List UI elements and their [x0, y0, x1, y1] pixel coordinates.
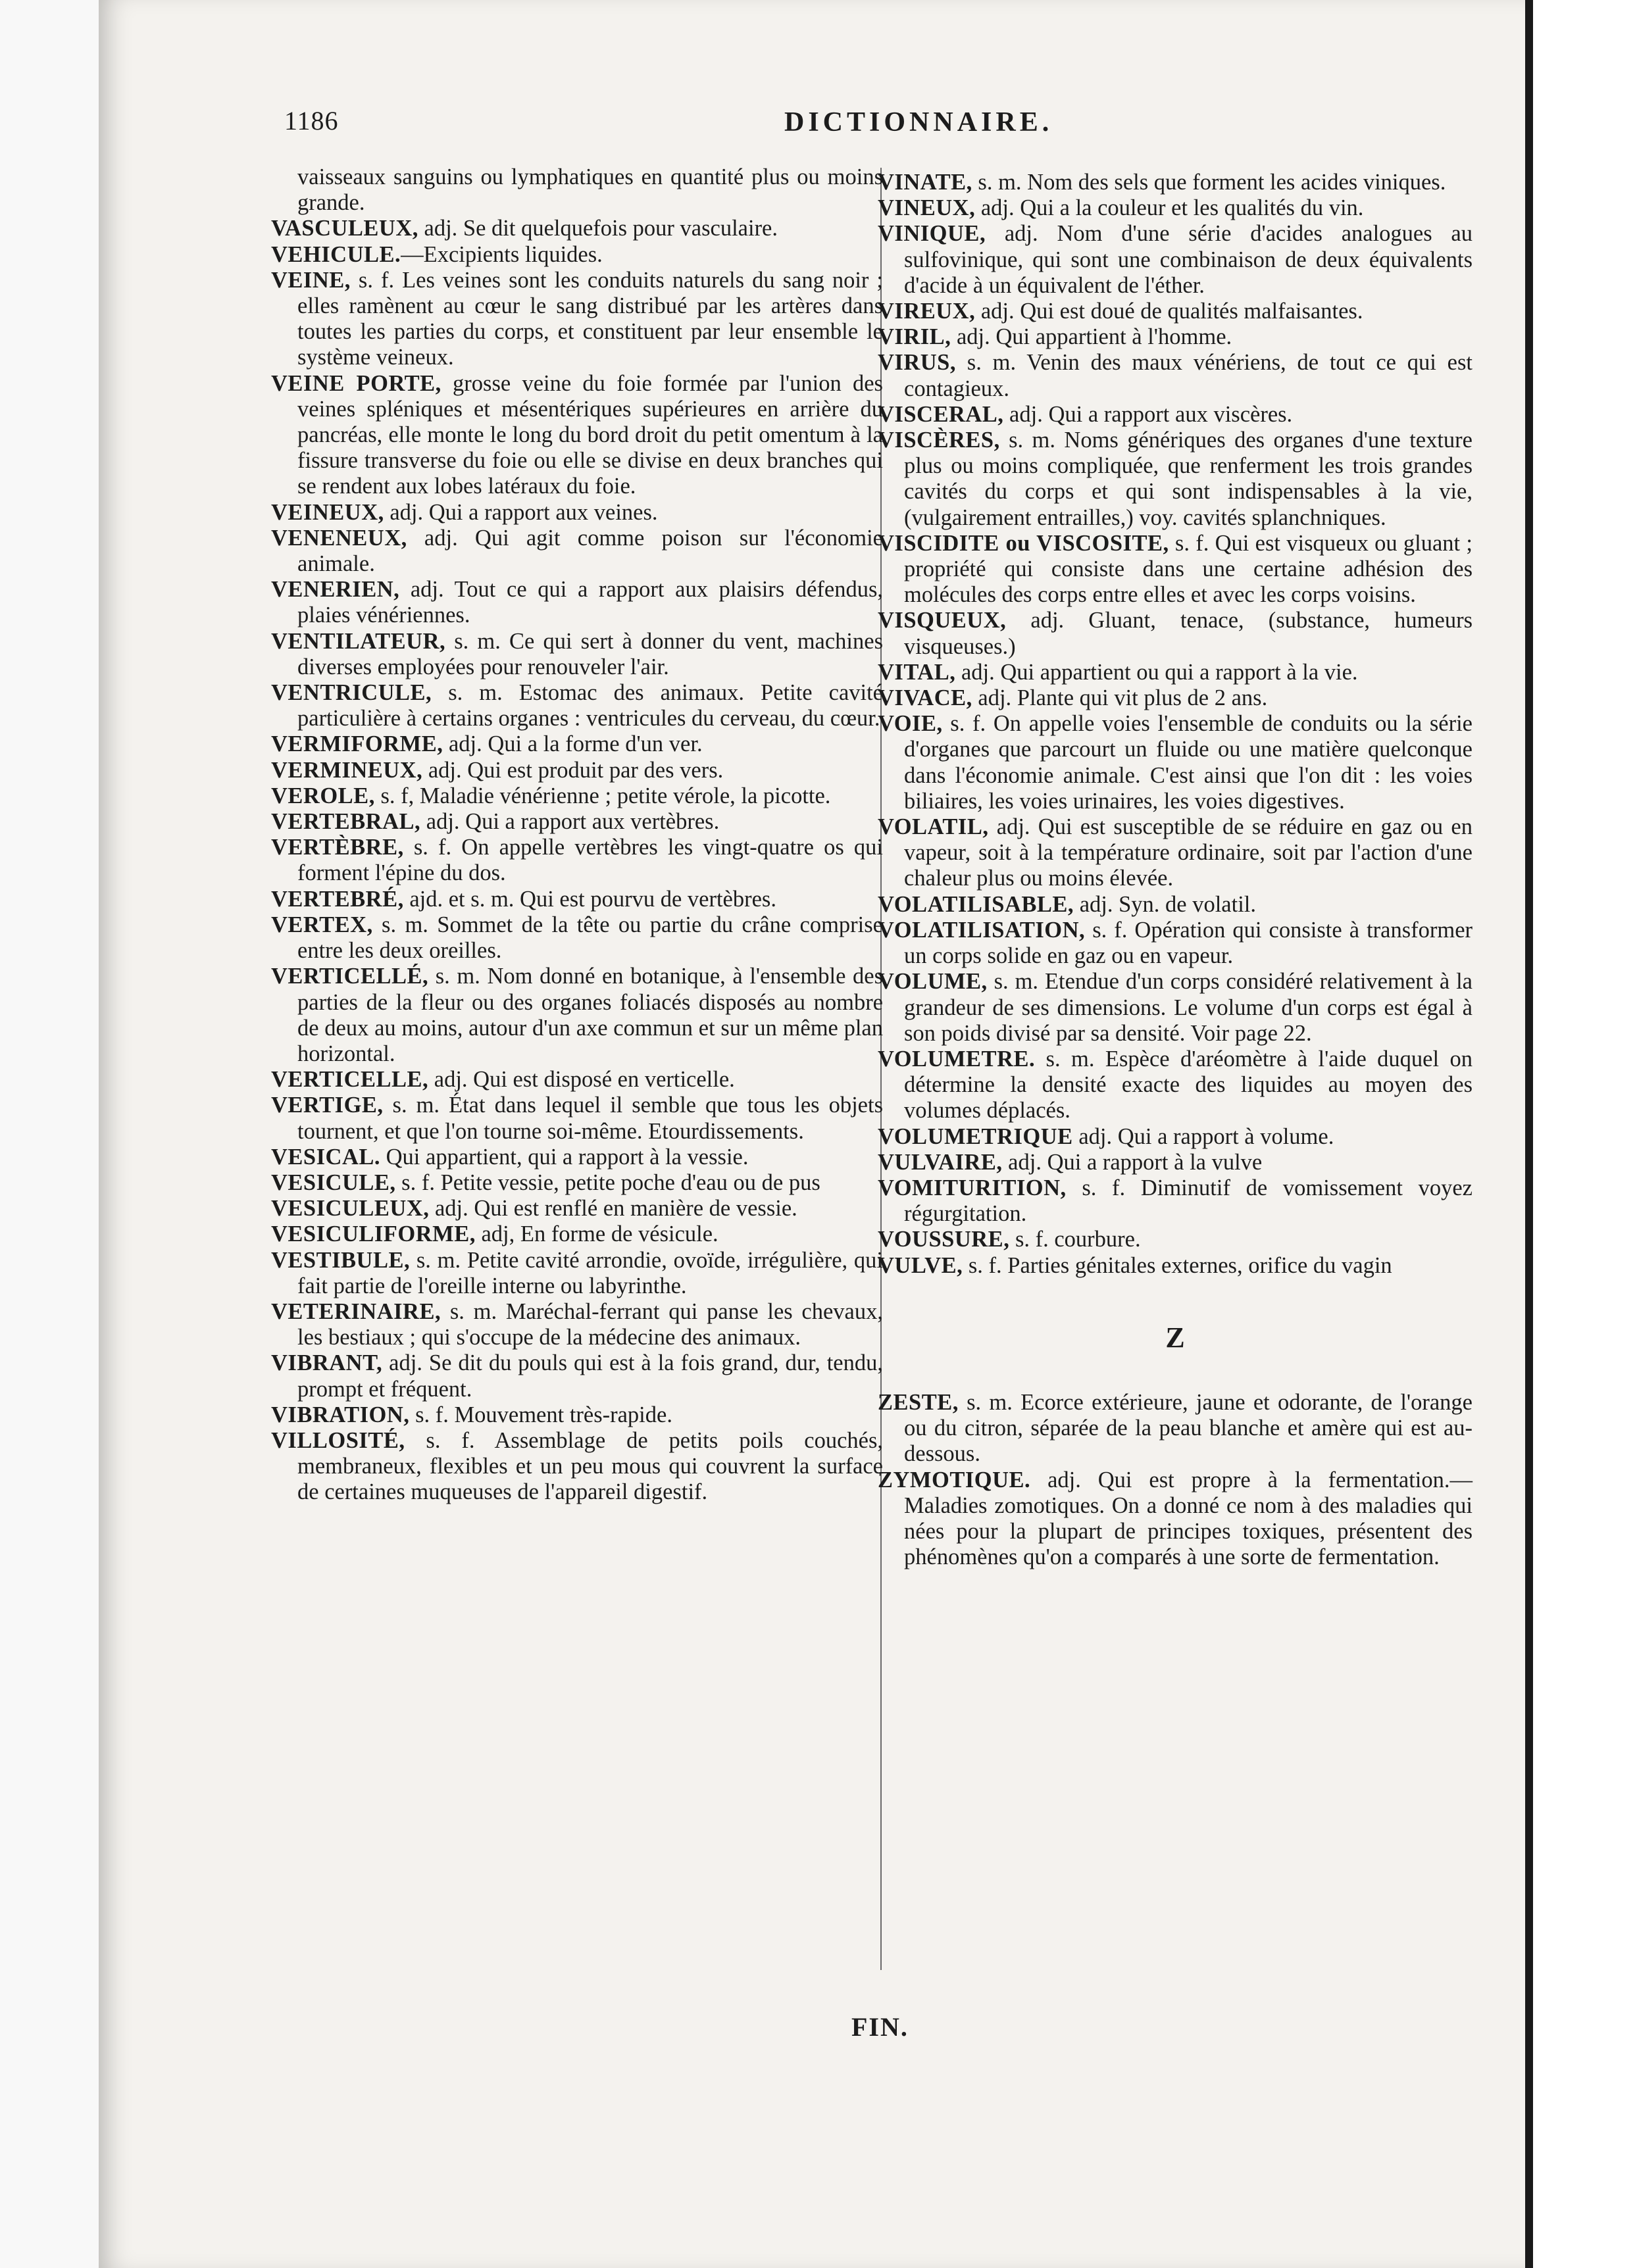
entry-definition: s. f. courbure. — [1009, 1227, 1141, 1252]
page-edge-shadow — [1525, 0, 1533, 2268]
entry-definition: s. m. Venin des maux vénériens, de tout ce qui est contagieux. — [904, 350, 1473, 401]
entry-headword: VERTICELLE, — [271, 1067, 429, 1093]
entry-definition: —Excipients liquides. — [401, 241, 603, 267]
entry-headword: VINEUX, — [878, 195, 976, 221]
entry-headword: VESTIBULE, — [271, 1247, 411, 1273]
entry-headword: VERMINEUX, — [271, 757, 423, 783]
entry-headword: VENTRICULE, — [271, 680, 432, 706]
entry-headword: VESICULEUX, — [271, 1196, 430, 1221]
entry-headword: VISCÈRES, — [878, 428, 1000, 453]
dictionary-entry — [271, 1093, 883, 1144]
entry-headword: VESICULE, — [271, 1170, 396, 1195]
dictionary-entry — [878, 221, 1473, 299]
entry-definition: adj. Tout ce qui a rapport aux plaisirs défendus, plaies vénériennes. — [297, 577, 883, 628]
entry-definition: adj. Qui est doué de qualités malfaisantes. — [975, 299, 1363, 324]
entry-headword: VILLOSITÉ, — [271, 1427, 405, 1453]
entry-headword: VEINEUX, — [271, 499, 384, 525]
entry-headword: VOLATILISATION, — [878, 917, 1086, 943]
entry-definition: s. f. Mouvement très-rapide. — [409, 1402, 672, 1427]
entry-definition: adj. Nom d'une série d'acides analogues au sulfovinique, qui sont une combinaison de deux équivalents d'acide à un équivalent de l'éther. — [904, 221, 1473, 298]
dictionary-entry — [271, 1145, 883, 1170]
entry-definition: s. m. Ecorce extérieure, jaune et odorante, de l'orange ou du citron, séparée de la peau blanche et amère qui est au-dessous. — [904, 1389, 1473, 1467]
entry-definition: Qui appartient, qui a rapport à la vessie. — [380, 1144, 749, 1170]
entry-headword: VOLUMETRE. — [878, 1046, 1036, 1072]
dictionary-entry — [878, 969, 1473, 1047]
dictionary-entry — [878, 324, 1473, 350]
entry-headword: VULVAIRE, — [878, 1149, 1003, 1175]
entry-definition: adj. Qui appartient ou qui a rapport à la vie. — [955, 659, 1358, 685]
left-column — [271, 164, 883, 1506]
entry-headword: VERTEBRÉ, — [271, 886, 404, 912]
entry-headword: VIREUX, — [878, 299, 976, 324]
dictionary-entry — [271, 783, 883, 809]
dictionary-entry — [878, 1467, 1473, 1571]
section-letter-z: Z — [1165, 1321, 1185, 1354]
entry-definition: adj. Qui a rapport aux veines. — [384, 499, 658, 525]
entry-definition: adj. Qui est renflé en manière de vessie. — [429, 1196, 797, 1221]
dictionary-entry — [878, 531, 1473, 608]
entry-headword: VOUSSURE, — [878, 1227, 1010, 1252]
entry-headword: VETERINAIRE, — [271, 1298, 441, 1324]
entry-headword: VERTIGE, — [271, 1093, 384, 1118]
running-head: DICTIONNAIRE. — [784, 107, 1053, 137]
entry-definition: adj. Qui est propre à la fermentation.—Maladies zomotiques. On a donné ce nom à des maladies qui nées pour la plupart de principes toxiques, présentent des phénomènes qu'on a comparés à une sorte de fermentation. — [904, 1467, 1473, 1570]
dictionary-entry — [271, 1067, 883, 1093]
entry-definition: adj, En forme de vésicule. — [475, 1221, 718, 1247]
entry-headword: VIBRATION, — [271, 1402, 410, 1427]
dictionary-entry — [271, 1170, 883, 1196]
dictionary-entry — [878, 1253, 1473, 1279]
entry-definition: s. f, Maladie vénérienne ; petite vérole, la picotte. — [374, 783, 831, 808]
entry-headword: VENTILATEUR, — [271, 628, 446, 654]
dictionary-entry — [878, 1175, 1473, 1227]
entry-definition: adj. Qui est susceptible de se réduire en gaz ou en vapeur, soit à la température ordinaire, soit par l'action d'une chaleur plus ou moins élevée. — [904, 814, 1473, 891]
entry-headword: VEHICULE. — [271, 241, 401, 267]
entry-definition: s. m. Etendue d'un corps considéré relativement à la grandeur de ses dimensions. Le volume d'un corps est égal à son poids divisé par sa densité. Voir page 22. — [904, 969, 1473, 1046]
entry-headword: VIRUS, — [878, 350, 956, 376]
entry-headword: VERTEBRAL, — [271, 809, 421, 835]
entry-headword: VERMIFORME, — [271, 731, 443, 757]
dictionary-entry — [271, 731, 883, 757]
entry-definition: s. m. Espèce d'aréomètre à l'aide duquel on détermine la densité exacte des liquides au moyen des volumes déplacés. — [904, 1046, 1473, 1123]
entry-headword: VISQUEUX, — [878, 608, 1007, 633]
entry-definition: s. f. Les veines sont les conduits naturels du sang noir ; elles ramènent au cœur le sang distribué par les artères dans toutes les parties du corps, et constituent par leur ensemble le système veineux. — [297, 267, 883, 370]
dictionary-entry — [271, 758, 883, 783]
entry-headword: VISCERAL, — [878, 401, 1004, 427]
dictionary-entry — [271, 371, 883, 500]
entry-definition: s. f. Petite vessie, petite poche d'eau ou de pus — [395, 1170, 820, 1195]
dictionary-entry — [878, 402, 1473, 428]
entry-definition: s. f. On appelle vertèbres les vingt-quatre os qui forment l'épine du dos. — [297, 835, 883, 886]
entry-headword: VOMITURITION, — [878, 1175, 1067, 1200]
entry-headword: VOLUMETRIQUE — [878, 1123, 1073, 1149]
dictionary-entry — [878, 170, 1473, 195]
entry-headword: VINIQUE, — [878, 221, 986, 247]
entry-headword: ZYMOTIQUE. — [878, 1467, 1031, 1492]
dictionary-entry — [271, 1221, 883, 1247]
dictionary-entry — [271, 629, 883, 680]
entry-headword: VESICAL. — [271, 1144, 381, 1170]
entry-definition: s. m. Ce qui sert à donner du vent, machines diverses employées pour renouveler l'air. — [297, 628, 883, 679]
entry-headword: VULVE, — [878, 1252, 963, 1278]
entry-headword: VINATE, — [878, 170, 972, 195]
end-mark: FIN. — [851, 2012, 909, 2042]
dictionary-entry — [271, 216, 883, 241]
dictionary-entry — [878, 1227, 1473, 1252]
dictionary-entry — [271, 1299, 883, 1350]
dictionary-entry — [878, 195, 1473, 221]
entry-definition: s. m. Petite cavité arrondie, ovoïde, irrégulière, qui fait partie de l'oreille interne ou labyrinthe. — [297, 1247, 883, 1298]
entry-definition: grosse veine du foie formée par l'union des veines spléniques et mésentériques supérieures en arrière du pancréas, elle monte le long du bord droit du petit omentum à la fissure transverse du foie ou elle se divise en deux branches qui se rendent aux lobes latéraux du foie. — [297, 370, 883, 499]
entry-definition: s. f. Qui est visqueux ou gluant ; propriété qui consiste dans une certaine adhésion des molécules des corps entre elles et avec les corps voisins. — [904, 530, 1473, 608]
dictionary-entry — [271, 500, 883, 526]
dictionary-entry — [878, 892, 1473, 918]
dictionary-entry — [271, 577, 883, 628]
entry-definition: adj. Se dit du pouls qui est à la fois grand, dur, tendu, prompt et fréquent. — [297, 1350, 883, 1402]
entry-headword: VEROLE, — [271, 783, 375, 808]
entry-definition: s. f. On appelle voies l'ensemble de conduits ou la série d'organes que parcourt un fluide ou une matière quelconque dans l'économie animale. C'est ainsi que l'on dit : les voies biliaires, les voies urinaires, les voies digestives. — [904, 711, 1473, 814]
entry-headword: VIVACE, — [878, 685, 972, 711]
dictionary-entry — [271, 1196, 883, 1221]
dictionary-entry — [271, 680, 883, 731]
dictionary-entry — [271, 164, 883, 216]
dictionary-entry — [271, 1402, 883, 1428]
dictionary-entry — [271, 526, 883, 577]
entry-definition: adj. Gluant, tenace, (substance, humeurs visqueuses.) — [904, 608, 1473, 659]
entry-definition: s. m. Nom des sels que forment les acides viniques. — [972, 170, 1446, 195]
entry-definition: s. f. Diminutif de vomissement voyez régurgitation. — [904, 1175, 1473, 1227]
dictionary-entry — [878, 660, 1473, 685]
dictionary-entry — [878, 1390, 1473, 1467]
entry-headword: VOLATIL, — [878, 814, 989, 840]
dictionary-entry — [271, 1248, 883, 1299]
dictionary-entry — [271, 242, 883, 268]
dictionary-entry — [878, 814, 1473, 892]
dictionary-entry — [271, 809, 883, 835]
entry-headword: VIBRANT, — [271, 1350, 383, 1376]
entry-definition: vaisseaux sanguins ou lymphatiques en quantité plus ou moins grande. — [297, 164, 883, 216]
entry-headword: ZESTE, — [878, 1389, 959, 1415]
entry-headword: VERTÈBRE, — [271, 835, 404, 860]
entry-definition: s. m. Noms génériques des organes d'une texture plus ou moins compliquée, que renferment les trois grandes cavités du corps et qui sont indispensables à la vie, (vulgairement entrailles,) voy. cavités splanchniques. — [904, 428, 1473, 530]
dictionary-entry — [271, 268, 883, 371]
entry-headword: VESICULIFORME, — [271, 1221, 476, 1247]
entry-definition: s. m. Sommet de la tête ou partie du crâne comprise entre les deux oreilles. — [297, 912, 883, 964]
dictionary-entry — [878, 428, 1473, 531]
dictionary-entry — [271, 835, 883, 886]
entry-definition: adj. Qui a rapport à volume. — [1072, 1123, 1334, 1149]
entry-definition: s. m. Estomac des animaux. Petite cavité particulière à certains organes : ventricules du cerveau, du cœur. — [297, 680, 883, 731]
dictionary-entry — [878, 918, 1473, 969]
dictionary-entry — [878, 685, 1473, 711]
dictionary-entry — [271, 1428, 883, 1506]
entry-headword: VOLUME, — [878, 969, 988, 995]
entry-definition: adj. Qui est produit par des vers. — [422, 757, 724, 783]
dictionary-entry — [878, 350, 1473, 401]
entry-headword: VEINE, — [271, 267, 351, 293]
entry-headword: VISCIDITE ou VISCOSITE, — [878, 530, 1169, 556]
entry-definition: adj. Qui appartient à l'homme. — [951, 324, 1232, 350]
dictionary-entry — [271, 912, 883, 964]
entry-headword: VEINE PORTE, — [271, 370, 441, 396]
scan-margin — [0, 0, 99, 2268]
entry-definition: adj. Qui a la forme d'un ver. — [443, 731, 703, 757]
entry-definition: adj. Qui a rapport aux viscères. — [1003, 401, 1293, 427]
entry-headword: VERTICELLÉ, — [271, 964, 429, 989]
dictionary-entry — [878, 711, 1473, 814]
entry-definition: s. m. Maréchal-ferrant qui panse les chevaux, les bestiaux ; qui s'occupe de la médecine des animaux. — [297, 1298, 883, 1350]
page-number: 1186 — [284, 106, 339, 136]
entry-definition: adj. Qui a rapport aux vertèbres. — [420, 809, 720, 835]
entry-headword: VOLATILISABLE, — [878, 891, 1074, 917]
entry-definition: adj. Se dit quelquefois pour vasculaire. — [418, 216, 778, 241]
entry-headword: VENERIEN, — [271, 577, 400, 603]
entry-headword: VENENEUX, — [271, 525, 407, 551]
entry-definition: s. m. Nom donné en botanique, à l'ensemble des parties de la fleur ou des organes foliacés disposés au nombre de deux au moins, autour d'un axe commun et sur un même plan horizontal. — [297, 964, 883, 1066]
dictionary-entry — [271, 1350, 883, 1402]
entry-definition: adj. Syn. de volatil. — [1074, 891, 1256, 917]
dictionary-entry — [271, 887, 883, 912]
entry-definition: s. f. Opération qui consiste à transformer un corps solide en gaz ou en vapeur. — [904, 917, 1473, 969]
entry-definition: s. f. Parties génitales externes, orifice du vagin — [963, 1252, 1392, 1278]
entry-definition: adj. Qui a rapport à la vulve — [1002, 1149, 1263, 1175]
dictionary-entry — [878, 1047, 1473, 1124]
dictionary-entry — [271, 964, 883, 1067]
dictionary-entry — [878, 608, 1473, 659]
entry-definition: adj. Qui a la couleur et les qualités du vin. — [975, 195, 1364, 221]
entry-definition: adj. Qui est disposé en verticelle. — [428, 1067, 735, 1093]
entry-definition: adj. Qui agit comme poison sur l'économie animale. — [297, 525, 883, 577]
entry-headword: VASCULEUX, — [271, 216, 418, 241]
entry-headword: VIRIL, — [878, 324, 951, 350]
entry-definition: s. m. État dans lequel il semble que tous les objets tournent, et que l'on tourne soi-même. Etourdissements. — [297, 1093, 883, 1144]
dictionary-entry — [878, 1150, 1473, 1175]
entry-definition: s. f. Assemblage de petits poils couchés, membraneux, flexibles et un peu mous qui couvrent la surface de certaines muqueuses de l'appareil digestif. — [297, 1427, 883, 1505]
entry-definition: ajd. et s. m. Qui est pourvu de vertèbres. — [403, 886, 776, 912]
dictionary-entry — [878, 1124, 1473, 1150]
entry-headword: VOIE, — [878, 711, 943, 737]
right-column — [878, 170, 1473, 1570]
dictionary-entry — [878, 299, 1473, 324]
entry-headword: VITAL, — [878, 659, 956, 685]
entry-headword: VERTEX, — [271, 912, 373, 937]
entry-definition: adj. Plante qui vit plus de 2 ans. — [972, 685, 1268, 711]
